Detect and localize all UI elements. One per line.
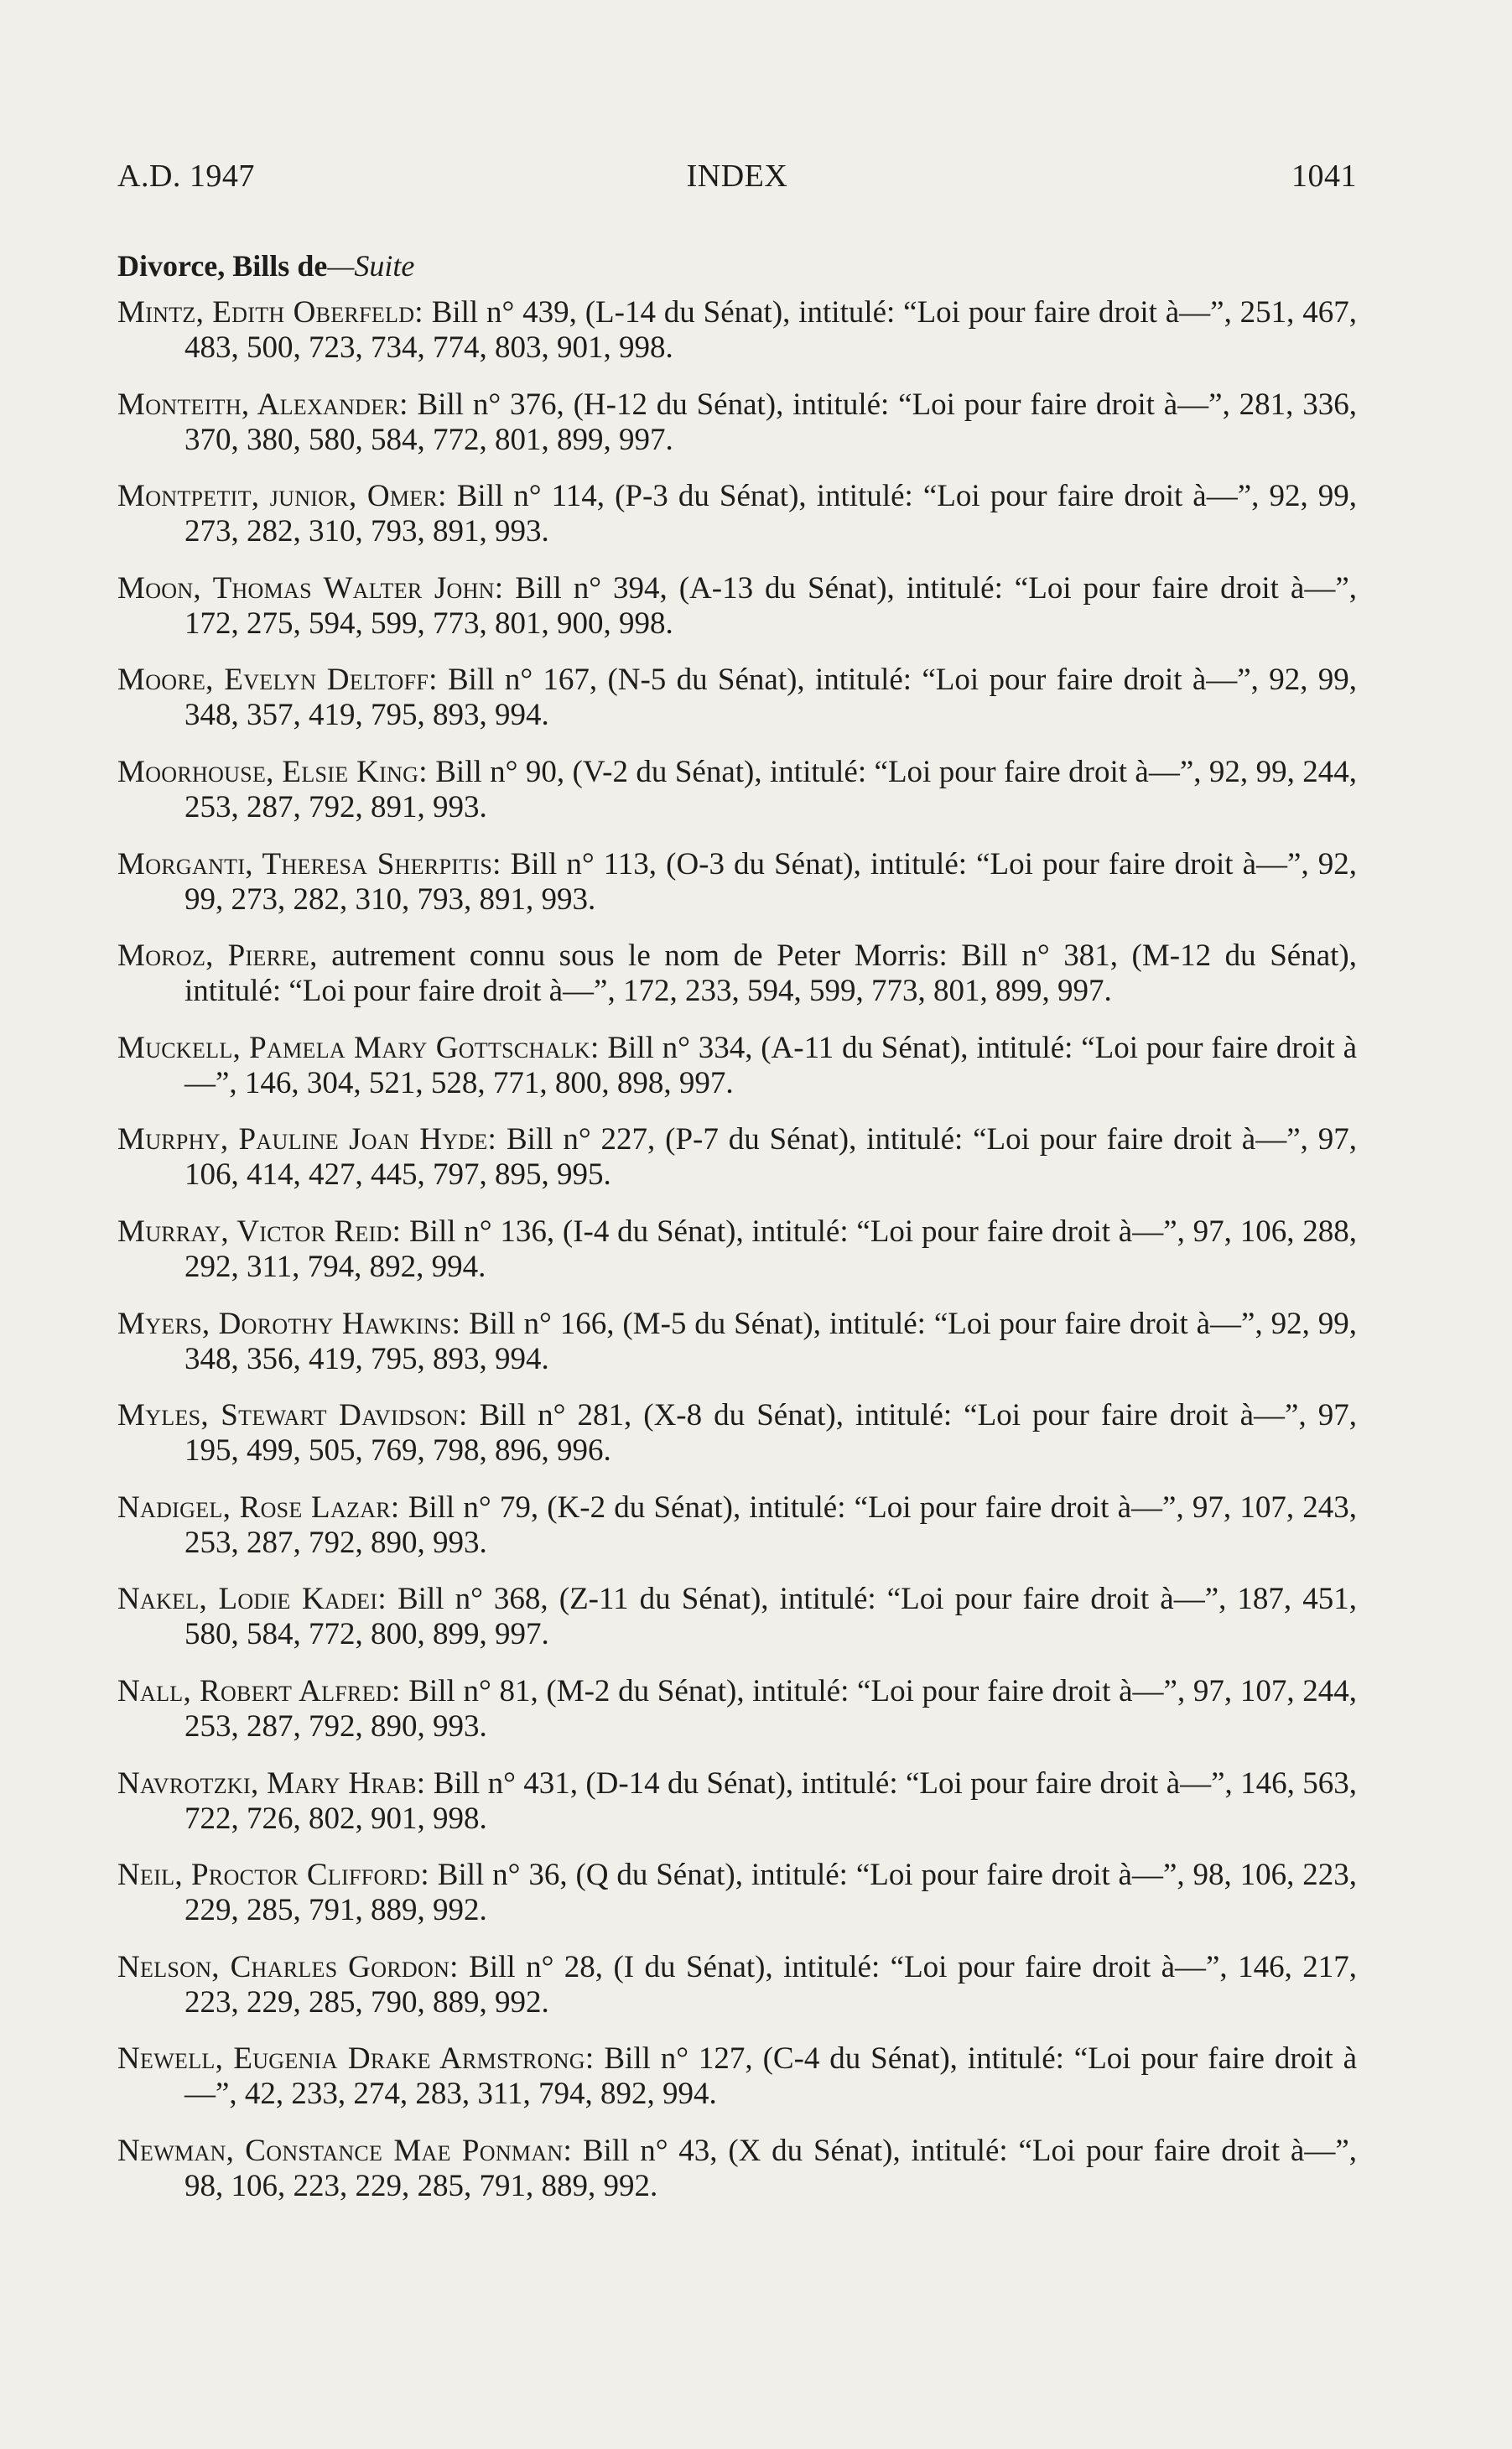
entry-name: Moroz, Pierre, [117,939,318,974]
entry-name: Nelson, Charles Gordon: [117,1949,459,1984]
entry-text: Bill n° 394, (A-13 du Sénat), intitulé: “Loi pour faire droit à—”, 172, 275, 594, 599, 773, 801, 900, 998. [184,570,1357,641]
index-entry [117,1307,1357,1377]
entry-text: Bill n° 43, (X du Sénat), intitulé: “Loi pour faire droit à—”, 98, 106, 223, 229, 285, 791, 889, 992. [184,2133,1357,2203]
index-entry [117,1031,1357,1101]
entry-name: Newell, Eugenia Drake Armstrong: [117,2041,595,2077]
index-entry [117,571,1357,642]
entry-text: Bill n° 166, (M-5 du Sénat), intitulé: “Loi pour faire droit à—”, 92, 99, 348, 356, 419, 795, 893, 994. [184,1306,1358,1376]
index-entry [117,1766,1357,1837]
entry-name: Morganti, Theresa Sherpitis: [117,846,501,881]
entry-text: Bill n° 431, (D-14 du Sénat), intitulé: “Loi pour faire droit à—”, 146, 563, 722, 726, 802, 901, 998. [184,1765,1358,1836]
entry-name: Monteith, Alexander: [117,387,408,422]
index-entry [117,1858,1357,1928]
entry-name: Neil, Proctor Clifford: [117,1858,429,1893]
entry-text: Bill n° 368, (Z-11 du Sénat), intitulé: “Loi pour faire droit à—”, 187, 451, 580, 584, 772, 800, 899, 997. [184,1582,1357,1652]
entry-name: Mintz, Edith Oberfeld: [117,295,423,330]
entry-name: Nadigel, Rose Lazar: [117,1490,400,1525]
index-entry [117,1398,1357,1469]
running-head [117,158,1357,201]
entry-text: Bill n° 36, (Q du Sénat), intitulé: “Loi pour faire droit à—”, 98, 106, 223, 229, 285, 791, 889, 992. [184,1858,1357,1928]
index-entry [117,1582,1357,1652]
entry-text: Bill n° 28, (I du Sénat), intitulé: “Loi pour faire droit à—”, 146, 217, 223, 229, 285, 790, 889, 992. [184,1949,1358,2020]
entry-name: Moon, Thomas Walter John: [117,570,504,606]
header-year: A.D. 1947 [117,159,255,194]
index-entry [117,755,1357,825]
section-suite: —Suite [327,249,415,283]
index-entry [117,2134,1357,2204]
index-entry [117,847,1357,918]
index-entry [117,939,1357,1009]
entry-name: Myles, Stewart Davidson: [117,1398,468,1433]
entry-name: Moore, Evelyn Deltoff: [117,663,438,698]
entry-name: Myers, Dorothy Hawkins: [117,1306,461,1341]
index-entry [117,479,1357,549]
entry-text: Bill n° 281, (X-8 du Sénat), intitulé: “Loi pour faire droit à—”, 97, 195, 499, 505, 769, 798, 896, 996. [184,1398,1358,1469]
entry-text: Bill n° 114, (P-3 du Sénat), intitulé: “Loi pour faire droit à—”, 92, 99, 273, 282, 310, 793, 891, 993. [184,479,1357,549]
entry-name: Montpetit, junior, Omer: [117,479,447,514]
entry-text: Bill n° 79, (K-2 du Sénat), intitulé: “Loi pour faire droit à—”, 97, 107, 243, 253, 287, 792, 890, 993. [184,1490,1357,1560]
entry-name: Moorhouse, Elsie King: [117,754,428,789]
index-entry [117,1950,1357,2020]
index-entry [117,2041,1357,2112]
index-entry [117,1674,1357,1744]
entry-text: Bill n° 439, (L-14 du Sénat), intitulé: “Loi pour faire droit à—”, 251, 467, 483, 500, 723, 734, 774, 803, 901, 998. [184,295,1357,365]
entry-text: Bill n° 167, (N-5 du Sénat), intitulé: “Loi pour faire droit à—”, 92, 99, 348, 357, 419, 795, 893, 994. [184,663,1358,733]
entry-text: Bill n° 334, (A-11 du Sénat), intitulé: “Loi pour faire droit à—”, 146, 304, 521, 528, 771, 800, 898, 997. [184,1030,1357,1100]
index-entry [117,1122,1357,1193]
entry-name: Murphy, Pauline Joan Hyde: [117,1122,497,1157]
entry-text: Bill n° 90, (V-2 du Sénat), intitulé: “Loi pour faire droit à—”, 92, 99, 244, 253, 287, 792, 891, 993. [184,754,1357,824]
entry-name: Nakel, Lodie Kadei: [117,1582,387,1617]
entry-text: Bill n° 81, (M-2 du Sénat), intitulé: “Loi pour faire droit à—”, 97, 107, 244, 253, 287, 792, 890, 993. [184,1673,1358,1744]
index-entry [117,1214,1357,1285]
index-entries [117,295,1357,2225]
section-title: Divorce, Bills de [117,249,328,283]
index-entry [117,1490,1357,1561]
entry-name: Muckell, Pamela Mary Gottschalk: [117,1030,600,1065]
entry-text: Bill n° 227, (P-7 du Sénat), intitulé: “Loi pour faire droit à—”, 97, 106, 414, 427, 445, 797, 895, 995. [184,1122,1358,1193]
entry-name: Nall, Robert Alfred: [117,1673,401,1708]
header-title: INDEX [686,159,788,194]
entry-name: Newman, Constance Mae Ponman: [117,2133,573,2168]
entry-name: Navrotzki, Mary Hrab: [117,1765,426,1801]
index-entry [117,663,1357,733]
entry-text: Bill n° 376, (H-12 du Sénat), intitulé: “Loi pour faire droit à—”, 281, 336, 370, 380, 580, 584, 772, 801, 899, 997. [184,387,1358,457]
entry-name: Murray, Victor Reid: [117,1214,402,1249]
entry-text: autrement connu sous le nom de Peter Morris: Bill n° 381, (M-12 du Sénat), intitulé: “Loi pour faire droit à—”, 172, 233, 594, 599, 773, 801, 899, 997. [184,939,1357,1009]
entry-text: Bill n° 127, (C-4 du Sénat), intitulé: “Loi pour faire droit à—”, 42, 233, 274, 283, 311, 794, 892, 994. [184,2041,1358,2112]
entry-text: Bill n° 113, (O-3 du Sénat), intitulé: “Loi pour faire droit à—”, 92, 99, 273, 282, 310, 793, 891, 993. [184,846,1358,917]
index-entry [117,387,1357,458]
index-entry [117,295,1357,366]
section-heading [117,248,414,283]
entry-text: Bill n° 136, (I-4 du Sénat), intitulé: “Loi pour faire droit à—”, 97, 106, 288, 292, 311, 794, 892, 994. [184,1214,1357,1284]
page-number: 1041 [1291,159,1357,194]
